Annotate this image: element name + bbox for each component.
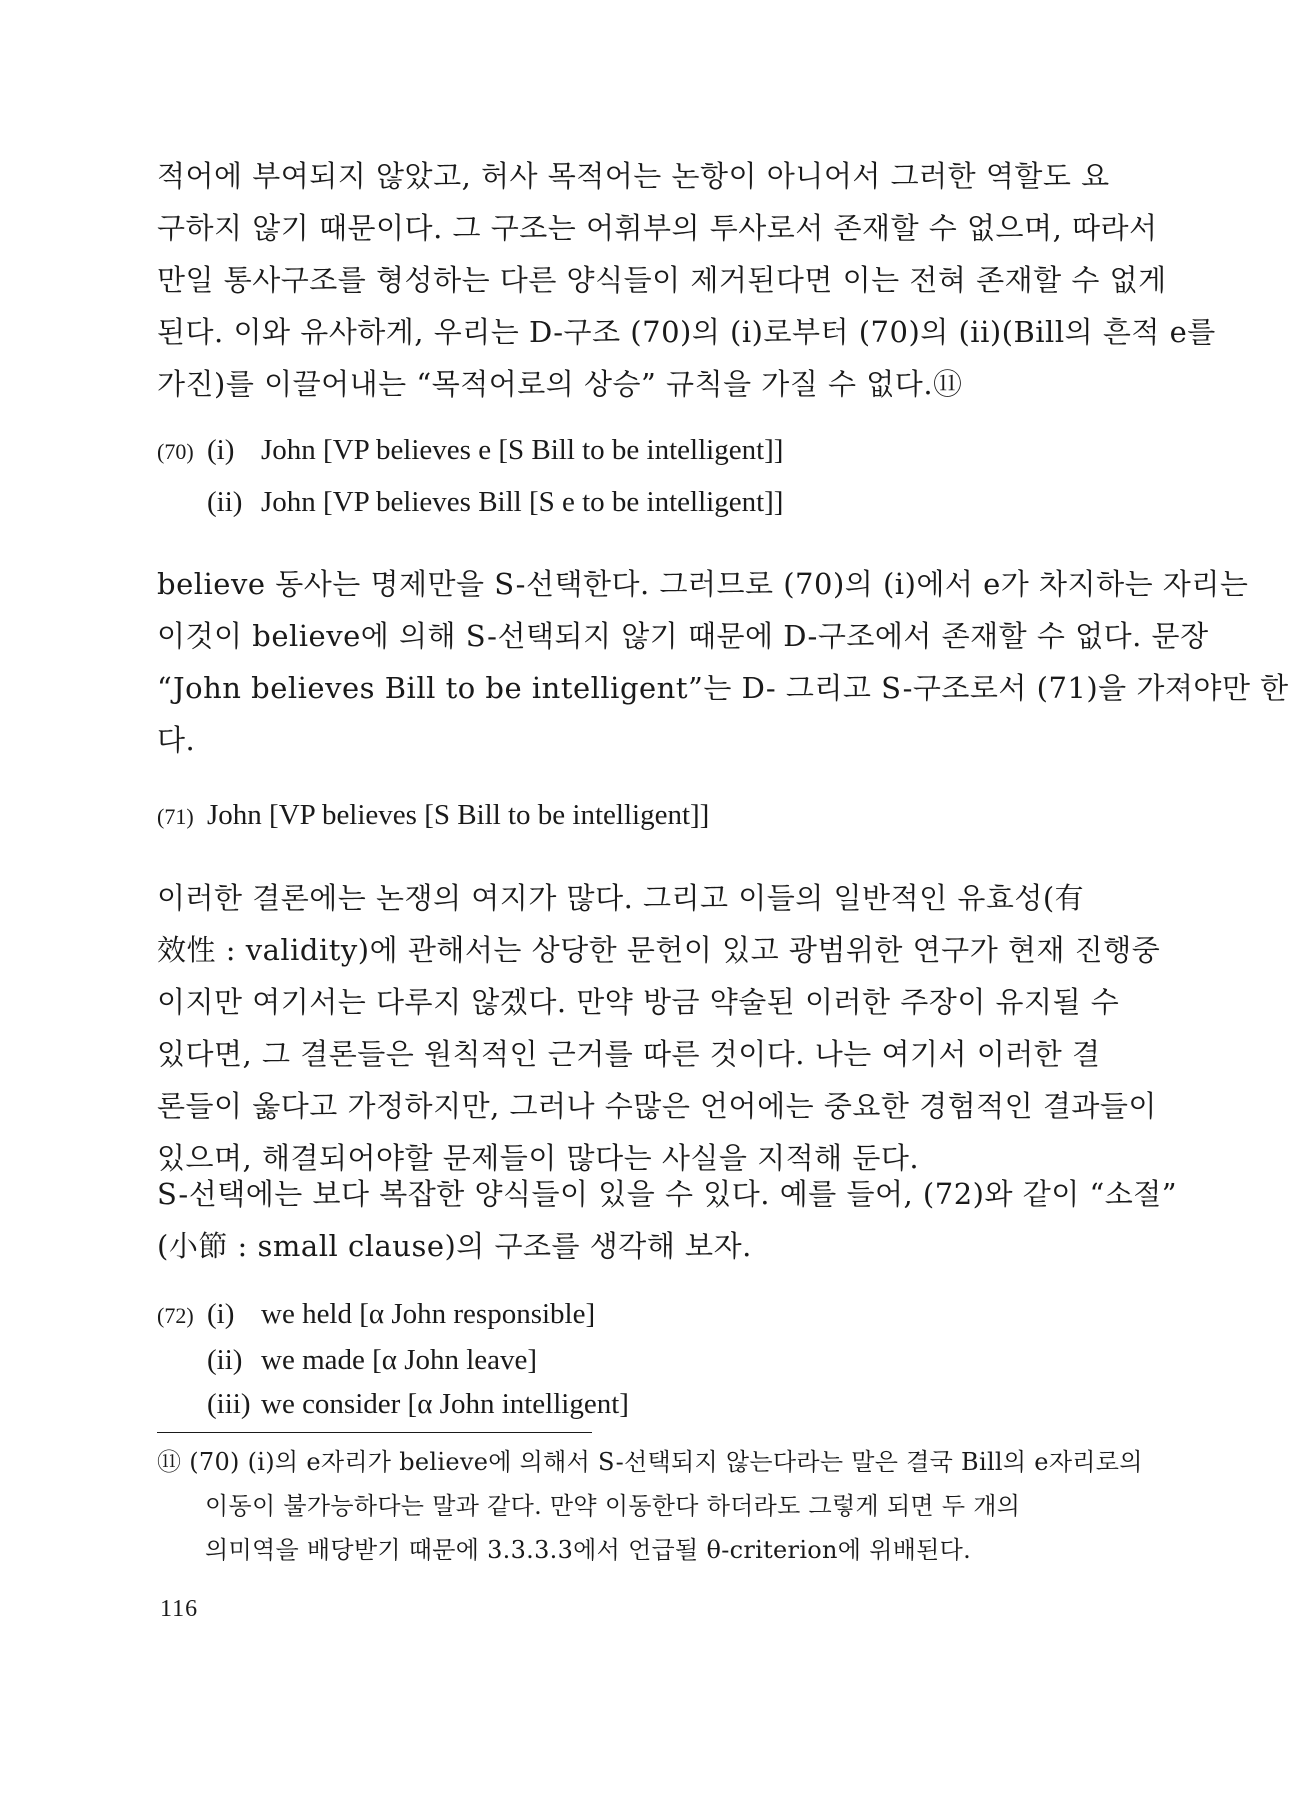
- example-line: [157, 425, 1057, 477]
- example-text: John [VP believes e [S Bill to be intelligent]]: [261, 434, 784, 466]
- page-number: 116: [160, 1596, 199, 1622]
- example-label: (iii): [207, 1388, 251, 1420]
- text-line: 이러한 결론에는 논쟁의 여지가 많다. 그리고 이들의 일반적인 유효성(有: [157, 881, 1085, 915]
- text-line: 구하지 않기 때문이다. 그 구조는 어휘부의 투사로서 존재할 수 없으며, 따라서: [157, 211, 1158, 245]
- paragraph-4: [157, 1168, 1178, 1272]
- example-number: (70): [157, 439, 194, 464]
- example-label: (ii): [207, 1344, 243, 1376]
- footnote-line: 의미역을 배당받기 때문에 3.3.3.3에서 언급될 θ-criterion에 위배된다.: [205, 1536, 972, 1564]
- text-line: “John believes Bill to be intelligent”는 D- 그리고 S-구조로서 (71)을 가져야만 한: [157, 671, 1289, 705]
- paragraph-2: [157, 558, 1289, 766]
- text-line: 적어에 부여되지 않았고, 허사 목적어는 논항이 아니어서 그러한 역할도 요: [157, 159, 1110, 193]
- example-72: [157, 1292, 1057, 1426]
- example-label: (i): [207, 1298, 235, 1330]
- text-line: 있으며, 해결되어야할 문제들이 많다는 사실을 지적해 둔다.: [157, 1141, 920, 1175]
- text-line: 만일 통사구조를 형성하는 다른 양식들이 제거된다면 이는 전혀 존재할 수 없게: [157, 263, 1167, 297]
- text-line: 가진)를 이끌어내는 “목적어로의 상승” 규칙을 가질 수 없다.⑪: [157, 367, 963, 401]
- example-line: [157, 1382, 1057, 1426]
- example-70: [157, 425, 1057, 527]
- example-text: we consider [α John intelligent]: [261, 1388, 629, 1420]
- text-line: 이것이 believe에 의해 S-선택되지 않기 때문에 D-구조에서 존재할 수 없다. 문장: [157, 619, 1209, 653]
- footnote: [157, 1440, 1143, 1572]
- example-number: (72): [157, 1303, 194, 1328]
- footnote-divider: [157, 1432, 592, 1433]
- example-line: [157, 790, 1057, 842]
- example-label: (ii): [207, 486, 243, 518]
- example-line: [157, 477, 1057, 527]
- footnote-line: 이동이 불가능하다는 말과 같다. 만약 이동한다 하더라도 그렇게 되면 두 개의: [205, 1492, 1021, 1520]
- text-line: 된다. 이와 유사하게, 우리는 D-구조 (70)의 (i)로부터 (70)의 (ii)(Bill의 흔적 e를: [157, 315, 1216, 349]
- text-line: 이지만 여기서는 다루지 않겠다. 만약 방금 약술된 이러한 주장이 유지될 수: [157, 985, 1120, 1019]
- paragraph-1: [157, 150, 1216, 410]
- text-line: 效性 : validity)에 관해서는 상당한 문헌이 있고 광범위한 연구가 현재 진행중: [157, 933, 1161, 967]
- text-line: 다.: [157, 723, 196, 757]
- example-label: (i): [207, 434, 235, 466]
- example-text: we held [α John responsible]: [261, 1298, 596, 1330]
- text-line: 론들이 옳다고 가정하지만, 그러나 수많은 언어에는 중요한 경험적인 결과들이: [157, 1089, 1157, 1123]
- example-71: [157, 790, 1057, 842]
- text-line: 있다면, 그 결론들은 원칙적인 근거를 따른 것이다. 나는 여기서 이러한 결: [157, 1037, 1101, 1071]
- example-line: [157, 1292, 1057, 1338]
- example-text: we made [α John leave]: [261, 1344, 538, 1376]
- text-line: S-선택에는 보다 복잡한 양식들이 있을 수 있다. 예를 들어, (72)와 같이 “소절”: [157, 1177, 1178, 1211]
- text-line: (小節 : small clause)의 구조를 생각해 보자.: [157, 1229, 752, 1263]
- footnote-line: ⑪ (70) (i)의 e자리가 believe에 의해서 S-선택되지 않는다라는 말은 결국 Bill의 e자리로의: [157, 1448, 1143, 1476]
- text-line: believe 동사는 명제만을 S-선택한다. 그러므로 (70)의 (i)에서 e가 차지하는 자리는: [157, 567, 1249, 601]
- paragraph-3: [157, 872, 1161, 1184]
- example-text: John [VP believes Bill [S e to be intelligent]]: [261, 486, 784, 518]
- example-line: [157, 1338, 1057, 1382]
- example-number: (71): [157, 804, 194, 829]
- example-text: John [VP believes [S Bill to be intelligent]]: [207, 799, 710, 831]
